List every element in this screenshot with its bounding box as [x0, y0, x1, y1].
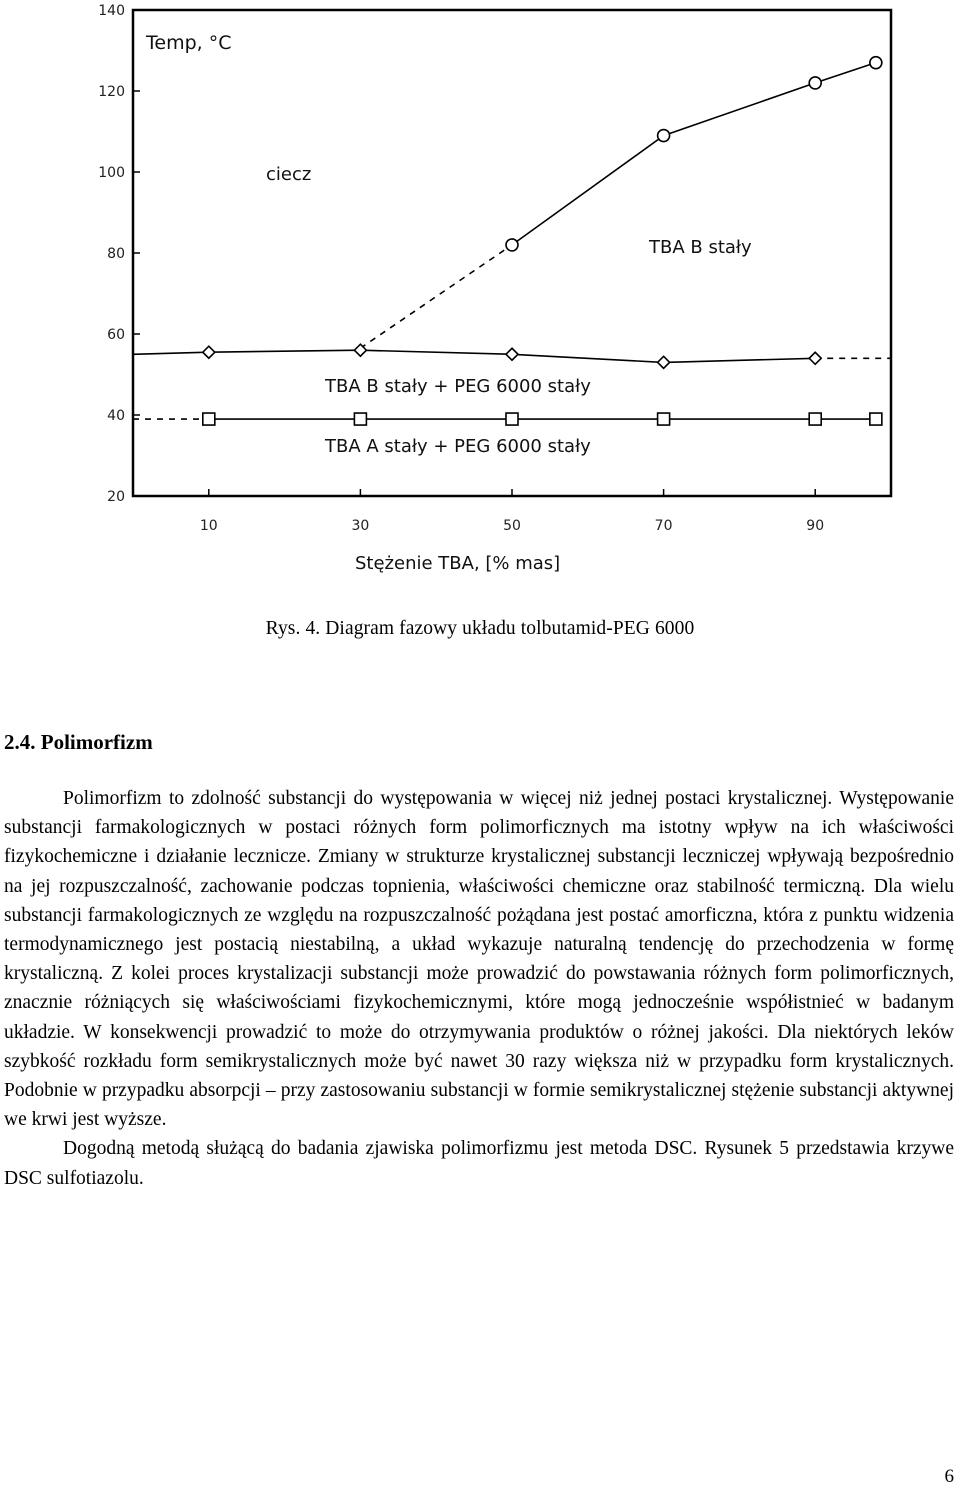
tbab-liquidus-point	[870, 57, 882, 69]
page-number: 6	[944, 1466, 954, 1487]
phase-diagram-svg	[90, 0, 910, 590]
tbab-liquidus-point	[506, 239, 518, 251]
tbab-peg-eutectic-point	[203, 346, 215, 358]
tbab-peg-eutectic-point	[506, 348, 518, 360]
paragraph: Polimorfizm to zdolność substancji do występowania w więcej niż jednej postaci krystalicznej. Występowanie substancji farmakologicznych w postaci różnych form polimorficznych ma istotny wpływ na ich właściwości fizykochemiczne i działanie lecznicze. Zmiany w strukturze krystalicznej substancji leczniczej wpływają bezpośrednio na jej rozpuszczalność, zachowanie podczas topnienia, właściwości chemiczne oraz stabilność termiczną. Dla wielu substancji farmakologicznych ze względu na rozpuszczalność pożądana jest postać amorficzna, która z punktu widzenia termodynamicznego jest postacią niestabilną, a układ wykazuje naturalną tendencję do przechodzenia w formę krystaliczną. Z kolei proces krystalizacji substancji może prowadzić do powstawania różnych form polimorficznych, znacznie różniących się właściwościami fizykochemicznymi, które mogą jednocześnie współistnieć w badanym układzie. W konsekwencji prowadzić to może do otrzymywania produktów o różnej jakości. Dla niektórych leków szybkość rozkładu form semikrystalicznych może być nawet 30 razy większa niż w przypadku form krystalicznych. Podobnie w przypadku absorpcji – przy zastosowaniu substancji w formie semikrystalicznej stężenie substancji aktywnej we krwi jest wyższe.	[4, 788, 954, 1131]
tbab-liquidus-point	[658, 130, 670, 142]
y-tick-label: 40	[107, 408, 125, 424]
y-tick-label: 100	[98, 165, 125, 181]
x-tick-label: 30	[351, 518, 370, 534]
y-tick-label: 120	[98, 84, 125, 100]
x-axis-label: Stężenie TBA, [% mas]	[355, 553, 561, 574]
tbab-peg-eutectic-point	[809, 352, 821, 364]
y-tick-label: 140	[98, 3, 125, 19]
tbaa-peg-eutectic-point	[870, 413, 882, 425]
tbaa-peg-eutectic-point	[203, 413, 215, 425]
tbaa-peg-eutectic-point	[809, 413, 821, 425]
x-tick-label: 70	[654, 518, 673, 534]
region-label-tbab-peg: TBA B stały + PEG 6000 stały	[325, 376, 591, 397]
tbaa-peg-eutectic-point	[506, 413, 518, 425]
region-label-liquid: ciecz	[266, 164, 312, 185]
tbab-peg-eutectic-point	[658, 356, 670, 368]
y-tick-label: 60	[107, 327, 125, 343]
tbaa-peg-eutectic-point	[658, 413, 670, 425]
body-text	[4, 784, 954, 1193]
figure-caption: Rys. 4. Diagram fazowy układu tolbutamid-PEG 6000	[265, 618, 695, 639]
phase-diagram	[90, 0, 910, 590]
y-axis-label: Temp, °C	[146, 32, 232, 54]
tbab-liquidus-dashed-segment	[360, 245, 512, 348]
tbaa-peg-eutectic-point	[354, 413, 366, 425]
x-tick-label: 50	[503, 518, 521, 534]
x-tick-label: 90	[806, 518, 825, 534]
y-tick-label: 80	[107, 246, 125, 262]
paragraph: Dogodną metodą służącą do badania zjawiska polimorfizmu jest metoda DSC. Rysunek 5 przedstawia krzywe DSC sulfotiazolu.	[4, 1138, 954, 1189]
section-heading: 2.4. Polimorfizm	[4, 730, 153, 754]
tbab-peg-eutectic-line	[133, 350, 815, 362]
y-tick-label: 20	[107, 489, 125, 505]
tbab-liquidus-line	[512, 63, 876, 245]
x-tick-label: 10	[199, 518, 218, 534]
tbab-liquidus-point	[809, 77, 821, 89]
region-label-tbaa-peg: TBA A stały + PEG 6000 stały	[325, 436, 591, 457]
region-label-tbab-solid: TBA B stały	[649, 237, 752, 258]
